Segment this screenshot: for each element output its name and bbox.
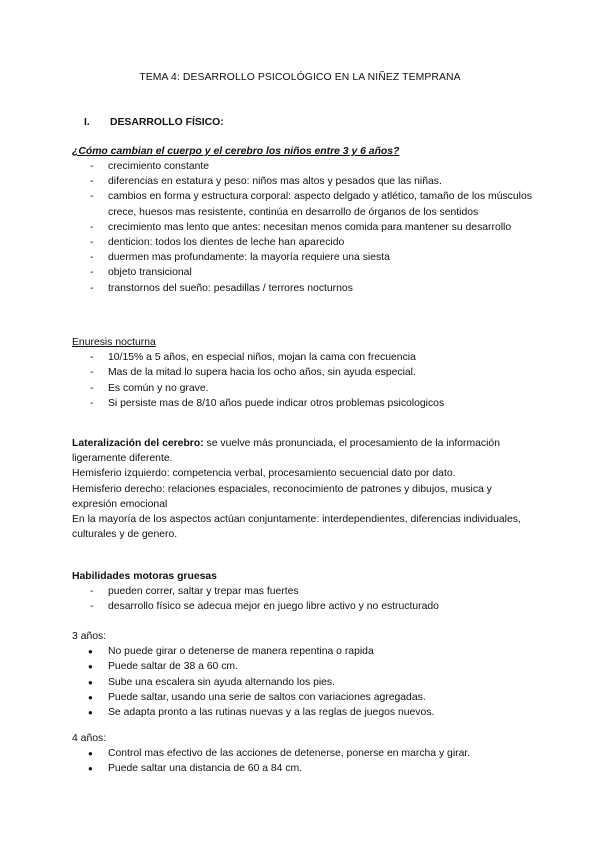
age4-label: 4 años: (72, 733, 107, 744)
list-item: - crecimiento mas lento que antes: necesitan menos comida para mantener su desarrollo (72, 220, 532, 235)
list-item: - denticion: todos los dientes de leche han aparecido (72, 235, 532, 250)
hemisferio-derecho: Hemisferio derecho: relaciones espaciales, reconocimiento de patrones y dibujos, musica y expresión emocional (72, 483, 492, 510)
document-title: TEMA 4: DESARROLLO PSICOLÓGICO EN LA NIÑEZ TEMPRANA (139, 72, 461, 83)
enuresis-list (72, 350, 532, 411)
section-number: I. (84, 117, 90, 128)
actuan-conjuntamente: En la mayoría de los aspectos actúan conjuntamente: interdependientes, diferencias individuales, culturales y de genero. (72, 514, 521, 541)
list-item: - objeto transicional (72, 265, 532, 280)
enuresis-heading: Enuresis nocturna (72, 337, 156, 348)
motoras-block (72, 569, 532, 615)
age3-list (72, 644, 532, 720)
list-item: - desarrollo físico se adecua mejor en juego libre activo y no estructurado (72, 599, 532, 614)
list-item: ● Puede saltar una distancia de 60 a 84 cm. (72, 761, 532, 776)
list-item: ● Se adapta pronto a las rutinas nuevas y a las reglas de juegos nuevos. (72, 705, 532, 720)
lateralizacion-text: se vuelve más pronunciada, el procesamiento de la información ligeramente diferente. (72, 438, 500, 465)
list-item: - pueden correr, saltar y trepar mas fuertes (72, 584, 532, 599)
list-item: - 10/15% a 5 años, en especial niños, mojan la cama con frecuencia (72, 350, 532, 365)
list-item: - Mas de la mitad lo supera hacia los ocho años, sin ayuda especial. (72, 365, 532, 380)
motoras-list (72, 584, 532, 614)
body-changes-list (72, 159, 532, 296)
age3-label: 3 años: (72, 631, 107, 642)
list-item: - duermen mas profundamente: la mayoría requiere una siesta (72, 250, 532, 265)
list-item: ● Control mas efectivo de las acciones de detenerse, ponerse en marcha y girar. (72, 746, 532, 761)
age3-block (72, 629, 532, 720)
list-item: - cambios en forma y estructura corporal: aspecto delgado y atlético, tamaño de los músculos crece, huesos mas resistente, continúa en desarrollo de órganos de los sentidos (72, 189, 532, 219)
list-item: ● No puede girar o detenerse de manera repentina o rapida (72, 644, 532, 659)
hemisferio-izquierdo: Hemisferio izquierdo: competencia verbal, procesamiento secuencial dato por dato. (72, 468, 456, 480)
question-heading: ¿Cómo cambian el cuerpo y el cerebro los niños entre 3 y 6 años? (72, 146, 400, 157)
lateralizacion-heading: Lateralización del cerebro: (72, 438, 204, 449)
list-item: - Si persiste mas de 8/10 años puede indicar otros problemas psicologicos (72, 396, 532, 411)
list-item: ● Puede saltar, usando una serie de saltos con variaciones agregadas. (72, 690, 532, 705)
age4-block (72, 731, 532, 777)
body-changes-list-block (72, 159, 532, 296)
list-item: - transtornos del sueño: pesadillas / terrores nocturnos (72, 281, 532, 296)
age4-list (72, 746, 532, 776)
enuresis-block (72, 335, 532, 411)
lateralizacion-block (72, 436, 534, 542)
list-item: ● Puede saltar de 38 a 60 cm. (72, 659, 532, 674)
list-item: - crecimiento constante (72, 159, 532, 174)
lateralizacion-paragraph (72, 436, 534, 466)
list-item: ● Sube una escalera sin ayuda alternando los pies. (72, 675, 532, 690)
list-item: - diferencias en estatura y peso: niños mas altos y pesados que las niñas. (72, 174, 532, 189)
motoras-heading: Habilidades motoras gruesas (72, 571, 217, 582)
list-item: - Es común y no grave. (72, 381, 532, 396)
section-title: DESARROLLO FÍSICO: (110, 117, 224, 128)
